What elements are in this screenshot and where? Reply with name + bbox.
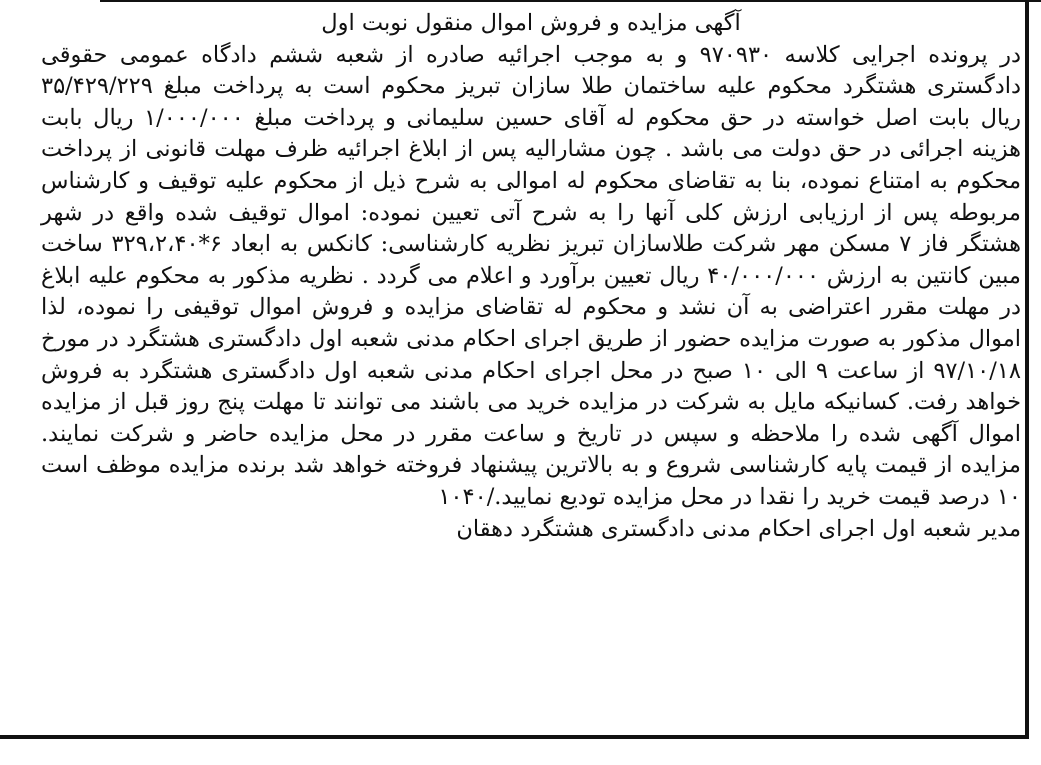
signature-line: مدیر شعبه اول اجرای احکام مدنی دادگستری هشتگرد دهقان (456, 515, 1021, 542)
notice-title: آگهی مزایده و فروش اموال منقول نوبت اول (321, 10, 741, 36)
notice-body (41, 8, 1021, 545)
notice-paragraph: در پرونده اجرایی کلاسه ۹۷۰۹۳۰ و به موجب اجرائیه صادره از شعبه ششم دادگاه عمومی حقوقی دادگستری هشتگرد محکوم علیه ساختمان طلا سازان تبریز محکوم است به پرداخت مبلغ ۳۵/۴۲۹/۲۲۹ ریال بابت اصل خواسته در حق محکوم له آقای حسین سلیمانی و پرداخت مبلغ ۱/۰۰۰/۰۰۰ ریال بابت هزینه اجرائی در حق دولت می باشد . چون مشارالیه پس از ابلاغ اجرائیه ظرف مهلت قانونی از پرداخت محکوم به امتناع نموده، بنا به تقاضای محکوم له اموالی به شرح ذیل از محکوم علیه توقیف و کارشناس مربوطه پس از ارزیابی ارزش کلی آنها را به شرح آتی تعیین نموده: اموال توقیف شده واقع در شهر هشتگر فاز ۷ مسکن مهر شرکت طلاسازان تبریز نظریه کارشناسی: کانکس به ابعاد ۶*۳۲۹،۲،۴۰ ساخت مبین کانتین به ارزش ۴۰/۰۰۰/۰۰۰ ریال تعیین برآورد و اعلام می گردد . نظریه مذکور به محکوم علیه ابلاغ در مهلت مقرر اعتراضی به آن نشد و محکوم له تقاضای مزایده و فروش اموال توقیفی را نموده، لذا اموال مذکور به صورت مزایده حضور از طریق اجرای احکام مدنی شعبه اول دادگستری هشتگرد در مورخ ۹۷/۱۰/۱۸ از ساعت ۹ الی ۱۰ صبح در محل اجرای احکام مدنی شعبه اول دادگستری هشتگرد به فروش خواهد رفت. کسانیکه مایل به شرکت در مزایده خرید می باشند می توانند تا مهلت پنج روز قبل از مزایده اموال آگهی شده را ملاحظه و سپس در تاریخ و ساعت مقرر در محل مزایده حاضر و شرکت نمایند. مزایده از قیمت پایه کارشناسی شروع و به بالاترین پیشنهاد فروخته خواهد شد برنده مزایده موظف است ۱۰ درصد قیمت خرید را نقدا در محل مزایده تودیع نمایید./۱۰۴۰ (41, 41, 1021, 510)
